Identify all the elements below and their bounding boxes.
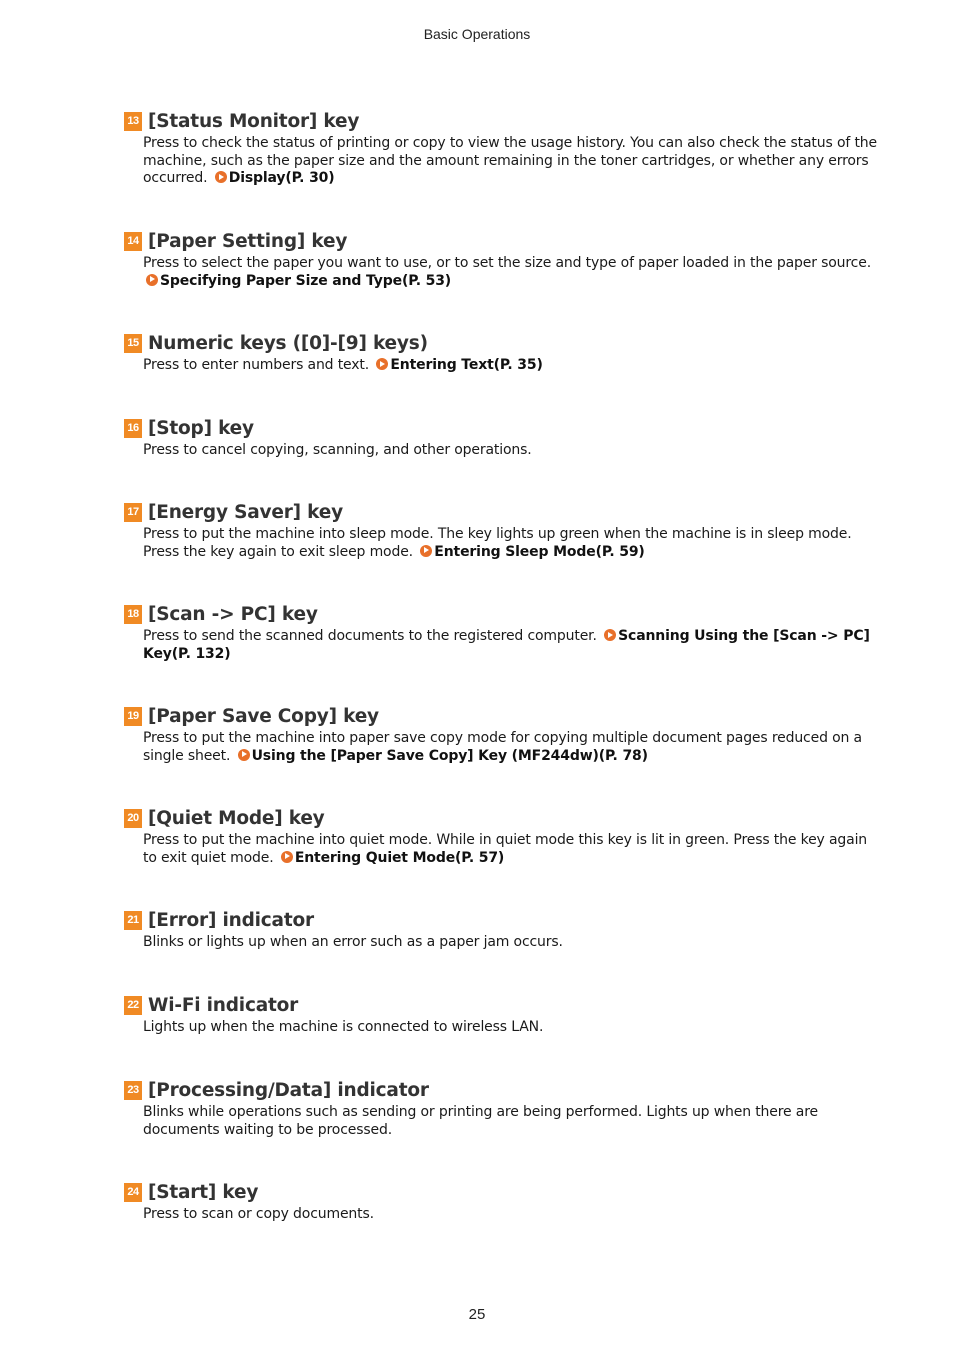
item-processing-indicator bbox=[124, 1078, 884, 1139]
reference-link[interactable]: Entering Text(P. 35) bbox=[390, 357, 543, 373]
item-energy-saver bbox=[124, 500, 884, 561]
link-arrow-icon bbox=[238, 749, 250, 761]
link-arrow-icon bbox=[376, 358, 388, 370]
description-text: Blinks while operations such as sending or printing are being performed. Lights up when there are documents waiting to be processed. bbox=[143, 1104, 818, 1138]
item-title: [Paper Save Copy] key bbox=[148, 705, 379, 727]
item-wifi-indicator bbox=[124, 993, 884, 1037]
item-description bbox=[143, 255, 884, 290]
reference-link[interactable]: Specifying Paper Size and Type(P. 53) bbox=[160, 272, 452, 289]
number-badge-icon: 13 bbox=[124, 112, 142, 131]
item-description bbox=[143, 357, 884, 375]
item-title: Numeric keys ([0]-[9] keys) bbox=[148, 332, 428, 354]
reference-link[interactable]: Scanning Using the [Scan -> PC] Key(P. 132) bbox=[143, 628, 870, 662]
number-badge-icon: 14 bbox=[124, 232, 142, 251]
item-title: [Error] indicator bbox=[148, 909, 314, 931]
number-badge-icon: 16 bbox=[124, 419, 142, 438]
item-description bbox=[143, 934, 884, 952]
item-title: [Quiet Mode] key bbox=[148, 807, 325, 829]
item-description bbox=[143, 628, 884, 663]
item-numeric-keys bbox=[124, 331, 884, 375]
reference-link[interactable]: Using the [Paper Save Copy] Key (MF244dw)(P. 78) bbox=[251, 747, 648, 764]
link-arrow-icon bbox=[604, 629, 616, 641]
description-text: Press to check the status of printing or copy to view the usage history. You can also check the status of the machine, such as the paper size and the amount remaining in the toner cartridges, or whether any errors occurred. bbox=[143, 135, 877, 186]
description-text: Blinks or lights up when an error such as a paper jam occurs. bbox=[143, 934, 563, 950]
item-title: [Start] key bbox=[148, 1181, 259, 1203]
reference-link[interactable]: Display(P. 30) bbox=[228, 170, 335, 186]
reference-link[interactable]: Entering Quiet Mode(P. 57) bbox=[294, 849, 505, 866]
item-description bbox=[143, 442, 884, 460]
item-error-indicator bbox=[124, 908, 884, 952]
description-text: Press to scan or copy documents. bbox=[143, 1206, 374, 1222]
description-text: Press to select the paper you want to use, or to set the size and type of paper loaded in the paper source. bbox=[143, 255, 871, 271]
number-badge-icon: 22 bbox=[124, 996, 142, 1015]
description-text: Lights up when the machine is connected to wireless LAN. bbox=[143, 1019, 544, 1035]
item-title: [Stop] key bbox=[148, 417, 254, 439]
item-description bbox=[143, 1019, 884, 1037]
item-title: Wi-Fi indicator bbox=[148, 994, 299, 1016]
description-text: Press to put the machine into paper save copy mode for copying multiple document pages reduced on a single sheet. bbox=[143, 730, 862, 764]
item-paper-setting bbox=[124, 229, 884, 290]
reference-link[interactable]: Entering Sleep Mode(P. 59) bbox=[434, 543, 645, 560]
item-quiet-mode bbox=[124, 806, 884, 867]
link-arrow-icon bbox=[146, 274, 158, 286]
item-description bbox=[143, 1206, 884, 1224]
item-start-key bbox=[124, 1180, 884, 1224]
item-description bbox=[143, 730, 884, 765]
number-badge-icon: 18 bbox=[124, 605, 142, 624]
item-title: [Processing/Data] indicator bbox=[148, 1079, 429, 1101]
link-arrow-icon bbox=[420, 545, 432, 557]
number-badge-icon: 19 bbox=[124, 707, 142, 726]
link-arrow-icon bbox=[215, 171, 227, 183]
number-badge-icon: 20 bbox=[124, 809, 142, 828]
description-text: Press to put the machine into sleep mode. The key lights up green when the machine is in sleep mode. Press the key again to exit sleep mode. bbox=[143, 526, 852, 560]
item-title: [Paper Setting] key bbox=[148, 230, 348, 252]
item-title: [Status Monitor] key bbox=[148, 110, 360, 132]
number-badge-icon: 21 bbox=[124, 911, 142, 930]
item-paper-save-copy bbox=[124, 704, 884, 765]
item-scan-pc bbox=[124, 602, 884, 663]
item-description bbox=[143, 832, 884, 867]
item-stop-key bbox=[124, 416, 884, 460]
page-number: 25 bbox=[468, 1306, 486, 1323]
item-title: [Scan -> PC] key bbox=[148, 603, 318, 625]
number-badge-icon: 17 bbox=[124, 503, 142, 522]
number-badge-icon: 15 bbox=[124, 334, 142, 353]
item-status-monitor bbox=[124, 109, 884, 188]
description-text: Press to send the scanned documents to the registered computer. bbox=[143, 628, 597, 644]
number-badge-icon: 23 bbox=[124, 1081, 142, 1100]
description-text: Press to put the machine into quiet mode. While in quiet mode this key is lit in green. Press the key again to exit quiet mode. bbox=[143, 832, 868, 866]
number-badge-icon: 24 bbox=[124, 1183, 142, 1202]
item-description bbox=[143, 135, 884, 188]
description-text: Press to enter numbers and text. bbox=[143, 357, 370, 373]
running-header: Basic Operations bbox=[423, 26, 531, 42]
item-title: [Energy Saver] key bbox=[148, 501, 343, 523]
item-description bbox=[143, 526, 884, 561]
link-arrow-icon bbox=[281, 851, 293, 863]
item-description bbox=[143, 1104, 884, 1139]
description-text: Press to cancel copying, scanning, and other operations. bbox=[143, 442, 532, 458]
